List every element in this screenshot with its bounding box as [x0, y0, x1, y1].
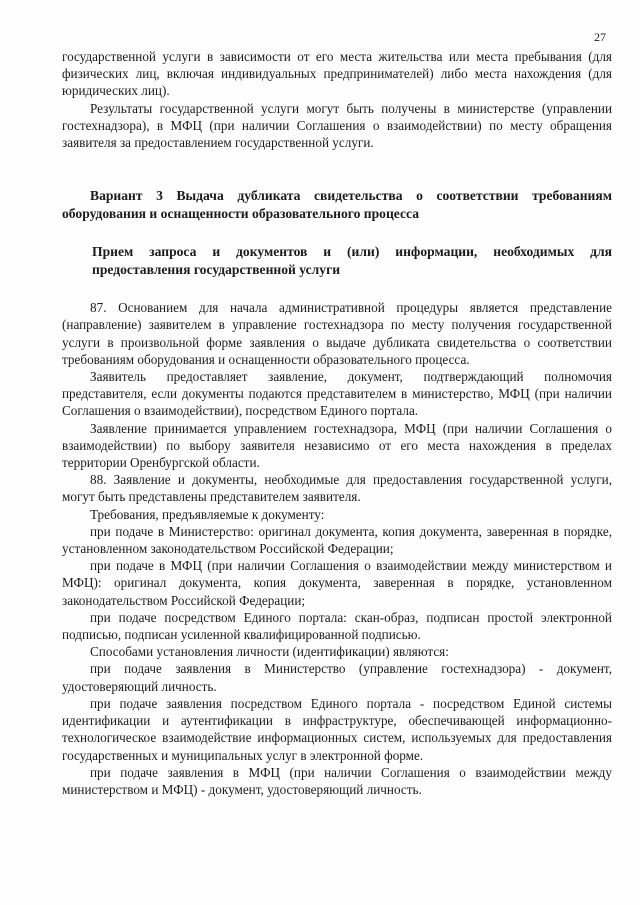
- paragraph-continuation: государственной услуги в зависимости от его места жительства или места пребывания (для физических лиц, включая индивидуальных предпринимателей) либо места нахождения (для юридических лиц).: [62, 49, 612, 99]
- spacer: [62, 151, 612, 187]
- variant-heading: Вариант 3 Выдача дубликата свидетельства о соответствии требованиям оборудования и оснащенности образовательного процесса: [62, 188, 612, 222]
- spacer: [62, 279, 612, 299]
- paragraph-mfc-identification: при подаче заявления в МФЦ (при наличии Соглашения о взаимодействии между министерством и МФЦ) - документ, удостоверяющий личность.: [62, 764, 612, 797]
- document-body: [62, 48, 612, 798]
- paragraph-ministry-identification: при подаче заявления в Министерство (управление гостехнадзора) - документ, удостоверяющий личность.: [62, 661, 612, 694]
- paragraph-application-accepted: Заявление принимается управлением гостехнадзора, МФЦ (при наличии Соглашения о взаимодействии) по выбору заявителя независимо от его места нахождения в пределах территории Оренбургской области.: [62, 420, 612, 471]
- paragraph-identification-methods: Способами установления личности (идентификации) являются:: [90, 644, 449, 660]
- paragraph-88: 88. Заявление и документы, необходимые для предоставления государственной услуги, могут быть представлены представителем заявителя.: [62, 472, 612, 505]
- paragraph-87: 87. Основанием для начала административной процедуры является представление (направление) заявителем в управление гостехнадзора по месту получения государственной услуги в произвольной форме заявления о выдаче дубликата свидетельства о соответствии требованиям оборудования и оснащенности образовательного процесса.: [62, 300, 612, 367]
- paragraph-ministry-submission: при подаче в Министерство: оригинал документа, копия документа, заверенная в порядке, установленном законодательством Российской Федерации;: [62, 523, 612, 557]
- paragraph-portal-identification: при подаче заявления посредством Единого портала - посредством Единой системы идентификации и аутентификации в инфраструктуре, обеспечивающей информационно-технологическое взаимодействие информационных систем, используемых для предоставления государственных и муниципальных услуг в электронной форме.: [62, 695, 612, 763]
- paragraph-mfc-submission: при подаче в МФЦ (при наличии Соглашения о взаимодействии между министерством и МФЦ): оригинал документа, копия документа, заверенная в порядке, установленном законодательством Российской Федерации;: [62, 558, 612, 608]
- paragraph-results: Результаты государственной услуги могут быть получены в министерстве (управлении гостехнадзора), в МФЦ (при наличии Соглашения о взаимодействии) по месту обращения заявителя за предоставлением государственной услуги.: [62, 100, 612, 151]
- paragraph-applicant-submits: Заявитель предоставляет заявление, документ, подтверждающий полномочия представителя, если документы подаются представителем в министерство, МФЦ (при наличии Соглашения о взаимодействии), посредством Единого портала.: [62, 369, 612, 419]
- spacer: [62, 223, 612, 243]
- section-heading: Прием запроса и документов и (или) информации, необходимых для предоставления государственной услуги: [92, 244, 612, 278]
- page-number: 27: [594, 30, 606, 44]
- paragraph-requirements: Требования, предъявляемые к документу:: [90, 506, 325, 522]
- paragraph-portal-submission: при подаче посредством Единого портала: скан-образ, подписан простой электронной подписью, подписан усиленной квалифицированной подписью.: [62, 609, 612, 643]
